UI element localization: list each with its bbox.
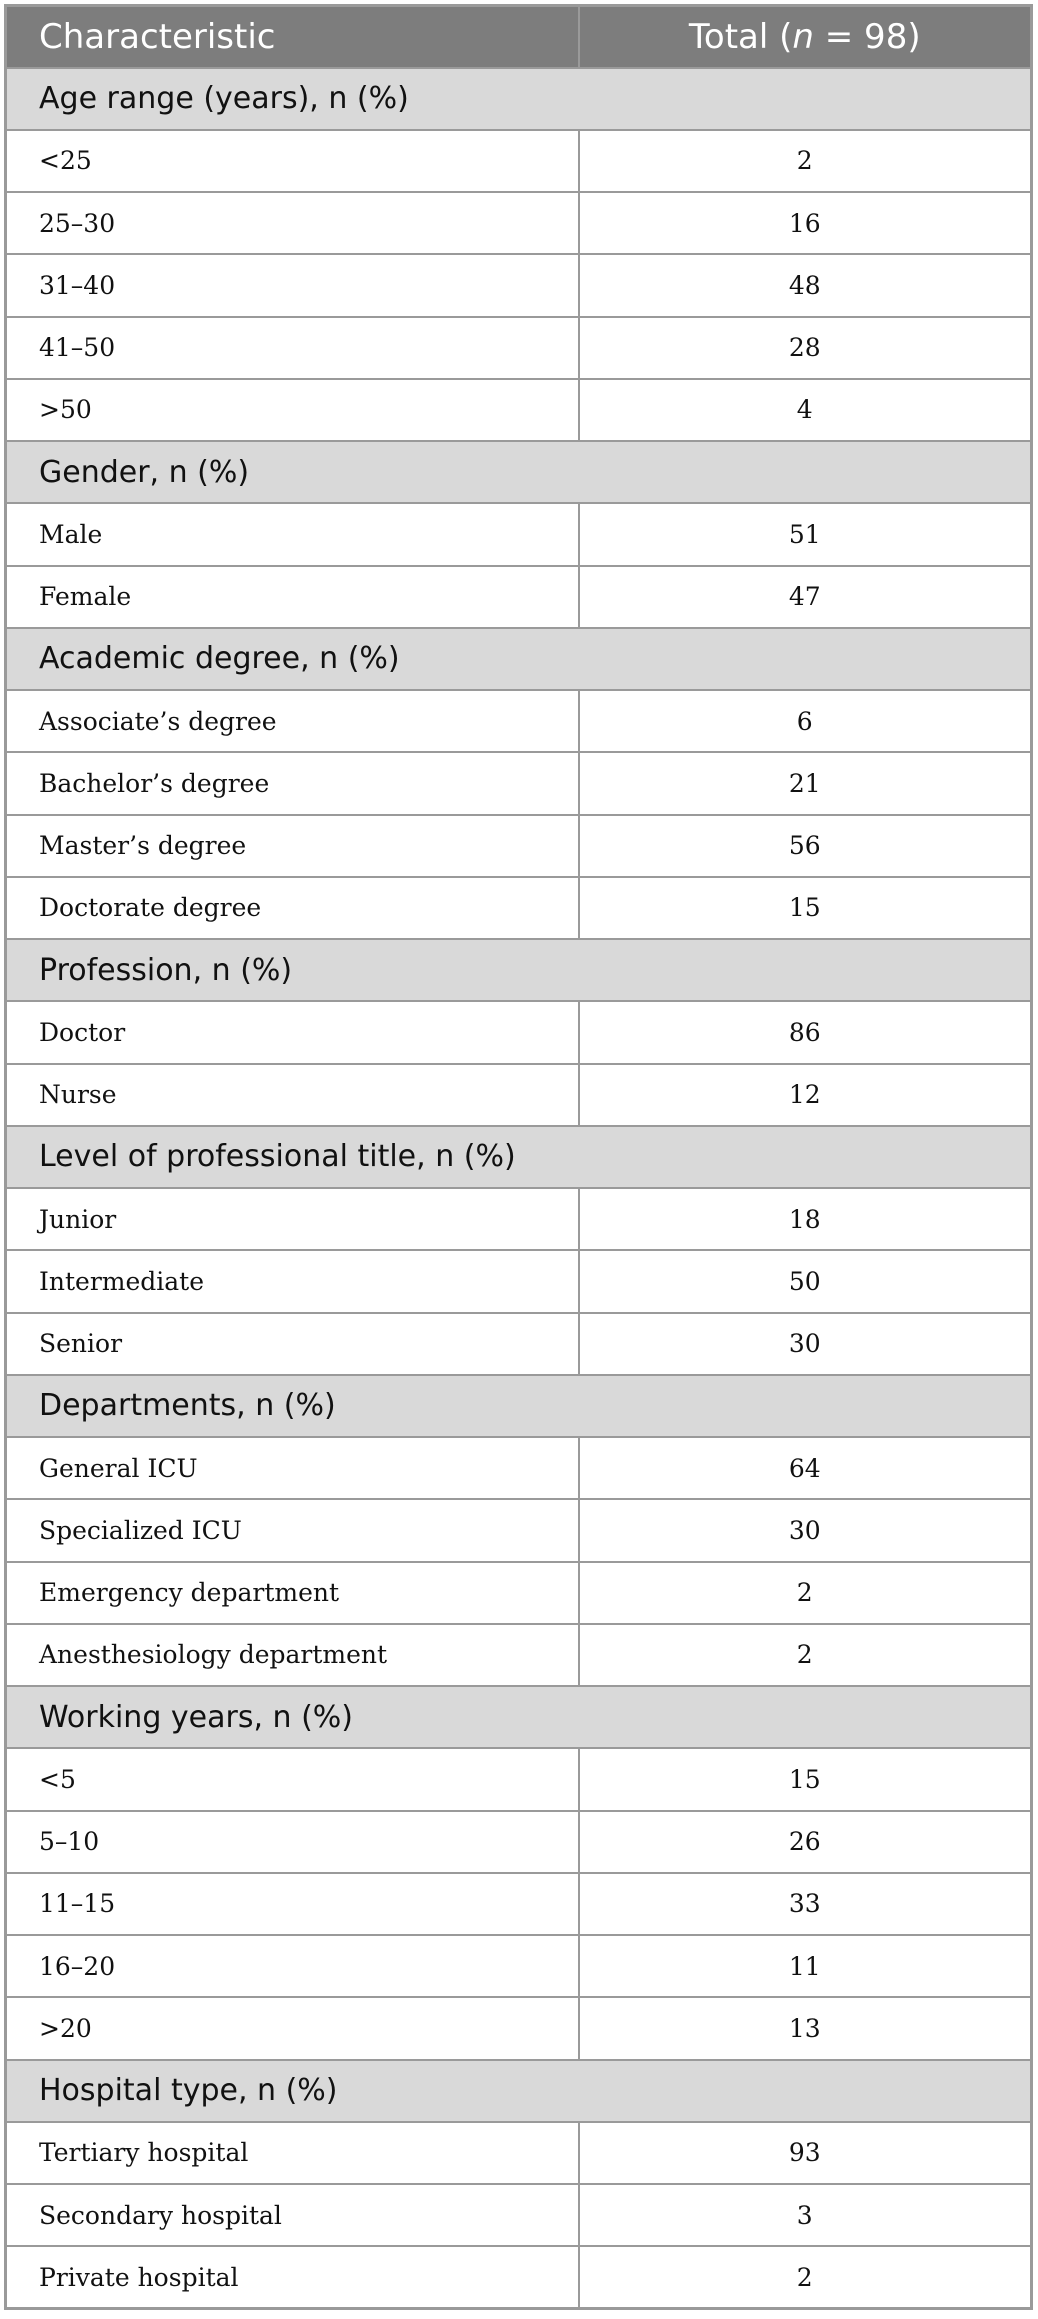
table-row <box>6 815 1032 877</box>
row-value: 56 <box>579 815 1032 877</box>
table-row <box>6 503 1032 565</box>
header-total-prefix: Total ( <box>688 16 793 57</box>
row-value: 18 <box>579 1188 1032 1250</box>
row-label: Master’s degree <box>6 815 579 877</box>
row-value: 15 <box>579 1748 1032 1810</box>
row-value: 12 <box>579 1064 1032 1126</box>
row-label: Male <box>6 503 579 565</box>
table-row <box>6 379 1032 441</box>
row-value: 2 <box>579 2246 1032 2308</box>
section-header-row <box>6 68 1032 130</box>
row-value: 93 <box>579 2122 1032 2184</box>
table-row <box>6 877 1032 939</box>
table-row <box>6 2122 1032 2184</box>
row-label: Associate’s degree <box>6 690 579 752</box>
section-header-row <box>6 441 1032 503</box>
table-row <box>6 1064 1032 1126</box>
table-row <box>6 1873 1032 1935</box>
row-label: Tertiary hospital <box>6 2122 579 2184</box>
row-label: 25–30 <box>6 192 579 254</box>
row-value: 50 <box>579 1250 1032 1312</box>
table-row <box>6 1188 1032 1250</box>
row-label: Private hospital <box>6 2246 579 2308</box>
table-row <box>6 1250 1032 1312</box>
section-header-row <box>6 628 1032 690</box>
table-row <box>6 1499 1032 1561</box>
section-title: Hospital type, n (%) <box>6 2060 1032 2122</box>
row-label: Doctorate degree <box>6 877 579 939</box>
table-row <box>6 1811 1032 1873</box>
row-label: 11–15 <box>6 1873 579 1935</box>
row-label: Bachelor’s degree <box>6 752 579 814</box>
row-label: Nurse <box>6 1064 579 1126</box>
table-row <box>6 130 1032 192</box>
row-value: 33 <box>579 1873 1032 1935</box>
section-title: Gender, n (%) <box>6 441 1032 503</box>
table-row <box>6 1624 1032 1686</box>
header-total <box>579 6 1032 68</box>
table-row <box>6 1001 1032 1063</box>
row-value: 86 <box>579 1001 1032 1063</box>
section-title: Level of professional title, n (%) <box>6 1126 1032 1188</box>
section-title: Profession, n (%) <box>6 939 1032 1001</box>
row-label: >20 <box>6 1997 579 2059</box>
row-value: 26 <box>579 1811 1032 1873</box>
table-row <box>6 1935 1032 1997</box>
table-body <box>6 68 1032 2309</box>
row-label: Female <box>6 566 579 628</box>
row-label: Junior <box>6 1188 579 1250</box>
row-value: 21 <box>579 752 1032 814</box>
row-value: 16 <box>579 192 1032 254</box>
row-label: General ICU <box>6 1437 579 1499</box>
row-value: 2 <box>579 130 1032 192</box>
row-value: 4 <box>579 379 1032 441</box>
row-value: 15 <box>579 877 1032 939</box>
table-row <box>6 317 1032 379</box>
row-label: 31–40 <box>6 254 579 316</box>
section-header-row <box>6 1126 1032 1188</box>
section-header-row <box>6 1375 1032 1437</box>
row-value: 30 <box>579 1313 1032 1375</box>
row-value: 48 <box>579 254 1032 316</box>
row-value: 64 <box>579 1437 1032 1499</box>
row-value: 3 <box>579 2184 1032 2246</box>
row-label: 5–10 <box>6 1811 579 1873</box>
section-header-row <box>6 939 1032 1001</box>
row-label: Secondary hospital <box>6 2184 579 2246</box>
table-row <box>6 1313 1032 1375</box>
row-label: 41–50 <box>6 317 579 379</box>
table-row <box>6 690 1032 752</box>
section-header-row <box>6 1686 1032 1748</box>
section-header-row <box>6 2060 1032 2122</box>
row-value: 47 <box>579 566 1032 628</box>
header-total-suffix: = 98) <box>813 16 921 57</box>
row-label: >50 <box>6 379 579 441</box>
section-title: Working years, n (%) <box>6 1686 1032 1748</box>
row-label: Anesthesiology department <box>6 1624 579 1686</box>
row-value: 11 <box>579 1935 1032 1997</box>
row-label: Specialized ICU <box>6 1499 579 1561</box>
table-row <box>6 2184 1032 2246</box>
section-title: Departments, n (%) <box>6 1375 1032 1437</box>
row-label: <5 <box>6 1748 579 1810</box>
table-row <box>6 2246 1032 2308</box>
row-value: 30 <box>579 1499 1032 1561</box>
table-row <box>6 1997 1032 2059</box>
table-row <box>6 192 1032 254</box>
characteristics-table <box>4 4 1033 2310</box>
header-characteristic: Characteristic <box>6 6 579 68</box>
row-label: Doctor <box>6 1001 579 1063</box>
table-row <box>6 1748 1032 1810</box>
row-label: Emergency department <box>6 1562 579 1624</box>
row-value: 51 <box>579 503 1032 565</box>
row-label: <25 <box>6 130 579 192</box>
table-row <box>6 254 1032 316</box>
table-row <box>6 752 1032 814</box>
header-row <box>6 6 1032 68</box>
table-row <box>6 1437 1032 1499</box>
row-value: 2 <box>579 1624 1032 1686</box>
section-title: Age range (years), n (%) <box>6 68 1032 130</box>
table-row <box>6 566 1032 628</box>
row-label: 16–20 <box>6 1935 579 1997</box>
row-value: 28 <box>579 317 1032 379</box>
section-title: Academic degree, n (%) <box>6 628 1032 690</box>
row-label: Intermediate <box>6 1250 579 1312</box>
row-value: 6 <box>579 690 1032 752</box>
row-value: 2 <box>579 1562 1032 1624</box>
row-label: Senior <box>6 1313 579 1375</box>
header-total-n: n <box>792 16 814 57</box>
table-row <box>6 1562 1032 1624</box>
row-value: 13 <box>579 1997 1032 2059</box>
